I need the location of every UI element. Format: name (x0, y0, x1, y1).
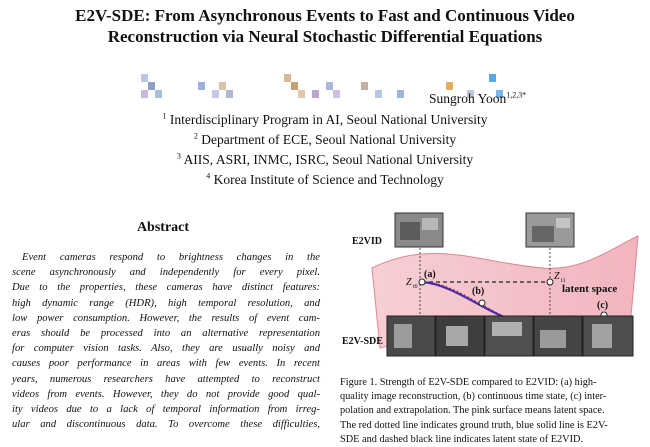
affiliation-4 (0, 170, 650, 190)
abstract-line: ity videos due to a lack of temporal information from irreg- (12, 404, 320, 416)
abstract-line: ular and discontinuous data. To overcome these difficulties, (12, 419, 320, 431)
e2vsde-thumb-2-detail (446, 326, 468, 346)
abstract-line: causes poor performance in areas with few events. In recent (12, 358, 320, 370)
e2vid-thumb-1-inner (400, 222, 420, 240)
figure-1-diagram (342, 208, 642, 373)
caption-line: The red dotted line indicates ground truth, blue solid line is E2V- (340, 419, 608, 431)
abstract-line: eras should be processed into an alternative representation (12, 328, 320, 340)
label-e2vid: E2VID (352, 236, 383, 247)
abstract-line: for computer vision tasks. Also, they are usually noisy and (12, 343, 320, 355)
abstract-line: videos from events. However, they do not provide good qual- (12, 388, 320, 400)
figure-1 (342, 208, 642, 373)
label-latent-space: latent space (562, 283, 618, 295)
e2vid-thumb-1-light (422, 218, 438, 230)
marker-c: (c) (597, 300, 609, 311)
node-z-t1 (547, 279, 553, 285)
abstract-heading: Abstract (136, 220, 190, 235)
affiliation-text: AIIS, ASRI, INMC, ISRC, Seoul National University (183, 152, 474, 167)
abstract-line: high dynamic range (HDR), high temporal resolution, and (12, 297, 320, 309)
affiliation-mark: 3 (176, 151, 181, 161)
author-affiliation-marks: 1,2,3* (506, 90, 527, 100)
affiliation-text: Korea Institute of Science and Technology (213, 172, 444, 187)
author-sungroh-yoon (429, 91, 526, 107)
caption-line: SDE and dashed black line indicates latent state of E2VID. (340, 433, 584, 445)
affiliation-3 (0, 150, 650, 170)
e2vid-thumb-2-inner (532, 226, 554, 242)
abstract-body (12, 250, 320, 432)
e2vsde-thumb-5-detail (592, 324, 612, 348)
caption-line: quality image reconstruction, (b) continuous time state, (c) inter- (340, 391, 607, 403)
affiliation-mark: 4 (206, 171, 211, 181)
label-e2vsde: E2V-SDE (342, 336, 383, 347)
marker-a: (a) (424, 269, 436, 280)
label-z-t1-sub: t1 (561, 278, 566, 284)
e2vsde-thumb-1-detail (394, 324, 412, 348)
label-z-t0: Z (406, 277, 412, 288)
affiliation-text: Department of ECE, Seoul National University (201, 132, 457, 147)
affiliation-mark: 2 (193, 131, 198, 141)
label-z-t0-sub: t0 (413, 284, 418, 290)
affiliation-1 (0, 110, 650, 130)
abstract-line: years, numerous researchers have attempted to reconstruct (12, 373, 320, 385)
abstract-line: Due to the properties, these cameras have distinct features: (12, 282, 320, 294)
marker-b: (b) (472, 286, 485, 297)
e2vsde-thumb-4-detail (540, 330, 566, 348)
e2vsde-thumb-3-detail (492, 322, 522, 336)
abstract-line: scene asynchronously and independently for every pixel. (12, 267, 320, 279)
node-b (479, 300, 485, 306)
affiliation-text: Interdisciplinary Program in AI, Seoul National University (169, 112, 488, 127)
caption-line: Figure 1. Strength of E2V-SDE compared to E2VID: (a) high- (340, 377, 597, 388)
anonymized-authors (0, 68, 650, 108)
label-z-t1: Z (554, 271, 560, 282)
paper-title-line-2: Reconstruction via Neural Stochastic Differential Equations (107, 27, 543, 46)
figure-1-caption (340, 376, 640, 447)
caption-line: polation and extrapolation. The pink surface means latent space. (340, 405, 605, 417)
abstract-line: low power consumption. However, the results of event cam- (12, 312, 320, 324)
affiliation-mark: 1 (162, 111, 167, 121)
abstract-line: Event cameras respond to brightness changes in the (22, 252, 320, 263)
e2vid-thumb-2-light (556, 218, 570, 228)
affiliation-2 (0, 130, 650, 150)
paper-title-line-1: E2V-SDE: From Asynchronous Events to Fast and Continuous Video (75, 6, 575, 25)
author-name: Sungroh Yoon (429, 91, 507, 106)
